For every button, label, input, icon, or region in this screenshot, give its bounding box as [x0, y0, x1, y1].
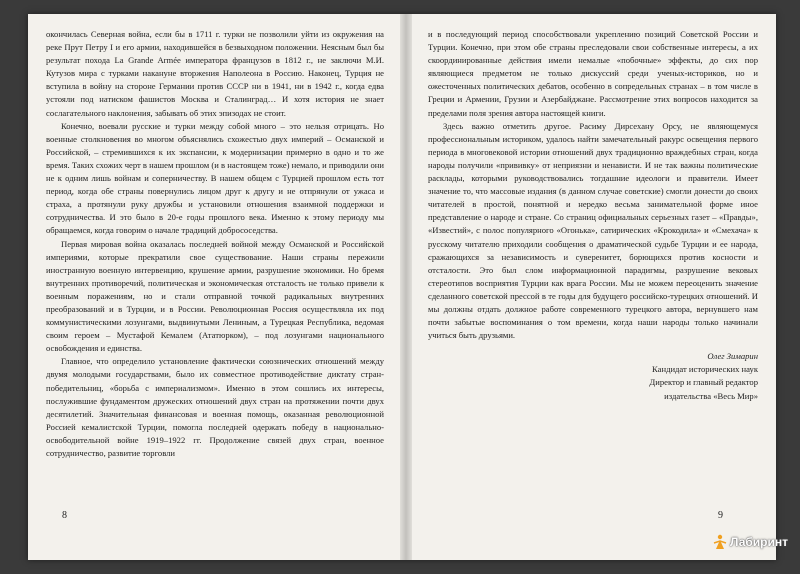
signature-name: Олег Зимарин	[707, 351, 758, 362]
labirint-figure-icon	[712, 534, 728, 550]
signature-line-3: издательства «Весь Мир»	[664, 390, 758, 401]
left-paragraph-2: Конечно, воевали русские и турки между собой много – это нельзя отрицать. Но военные столкновения во многом объяснялись схожестью двух империй – Османской и Российской, – стремившихся к их экспансии, к модернизации примерно в одно и то же время. Таких схожих черт в нашем прошлом (и в настоящем тоже) немало, и приводили они не к одним лишь войнам и соперничеству. В нашем общем с Турцией прошлом есть тот период, когда обе страны повернулись лицом друг к другу и не отпрянули от ужаса и страха, а протянули руку дружбы и установили отношения взаимной поддержки и сотрудничества. И это было в 20-е годы прошлого века. Именно к этому периоду мы обращаемся, когда говорим о начале традиций добрососедства.	[46, 120, 384, 236]
book-spread	[28, 14, 789, 560]
right-paragraph-2: Здесь важно отметить другое. Расиму Дирсехану Орсу, не являющемуся профессиональным историком, удалось найти замечательный ракурс освещения первого периода в многовековой истории отношений двух традиционно враждебных стран, когда народы получили «прививку» от неприязни и ненависти. И не так важны политические расклады, которыми руководствовались тогдашние идеологи и правители. Имеет значение то, что массовые издания (в данном случае советские) смогли донести до своих читателей в простой, понятной и нередко весьма занимательной форме иное представление о народе и стране. Со страниц официальных серьезных газет – «Правды», «Известий», с полос популярного «Огонька», сатирических «Крокодила» и «Смехача» к русскому читателю приходили сообщения о драматической судьбе Турции и ее народа, сражающихся за независимость и суверенитет, борющихся против косности и отсталости. Это был слом информационной парадигмы, разрушение вековых стереотипов восприятия Турции как врага России. Мы не можем переоценить значение сделанного советской прессой в те годы для будущего российско-турецких отношений. И мы должны отдать должное работе современного турецкого автора, вернувшего нам почти забытые воспоминания о том времени, когда наши народы только начинали учиться быть друзьями.	[428, 120, 758, 341]
left-paragraph-3: Первая мировая война оказалась последней войной между Османской и Российской империями, которые прекратили свое существование. Наши страны пережили иностранную военную интервенцию, крушение армии, разрушение экономики. Но бремя внутренних противоречий, политическая и экономическая отсталость не только привели к военным поражениям, но и стали отправной точкой радикальных внутренних преобразований и в Турции, и в России. Революционная Россия осуществляла их под коммунистическими лозунгами, выдвинутыми Лениным, а Турецкая Республика, ведомая своим героем – Мустафой Кемалем (Ататюрком), – под лозунгами национального освобождения и единства.	[46, 238, 384, 354]
labirint-watermark	[712, 534, 788, 550]
page-number-right: 9	[718, 510, 723, 521]
right-paragraph-1: и в последующий период способствовали укреплению позиций Советской России и Турции. Конечно, при этом обе страны преследовали свои собственные интересы, а их скоординированные действия имели немалые «побочные» эффекты, до сих пор являющиеся предметом не только дискуссий среди ученых-историков, но и ожесточенных политических дебатов, особенно в сопредельных странах – в том числе в Греции и Армении, Грузии и Азербайджане. Рассмотрение этих вопросов находится за пределами поля зрения автора настоящей книги.	[428, 29, 758, 118]
labirint-watermark-text: Лабиринт	[730, 535, 789, 549]
right-page	[428, 28, 758, 403]
signature-line-1: Кандидат исторических наук	[652, 364, 758, 375]
left-paragraph-4: Главное, что определило установление фактически союзнических отношений между двумя молодыми государствами, было их совместное противодействие диктату стран-победительниц, «борьба с империализмом». Именно в этом сошлись их интересы, послужившие фундаментом дружеских отношений двух стран на протяжении почти двух десятилетий. Значительная финансовая и военная помощь, оказанная революционной Россией кемалистской Турции, помогла последней одержать победу в национально-освободительной войне 1919–1922 гг. Продолжение связей двух стран, военное сотрудничество, развитие торговли	[46, 356, 384, 458]
left-paragraph-1: окончилась Северная война, если бы в 1711 г. турки не позволили уйти из окружения на реке Прут Петру I и его армии, находившейся в безвыходном положении. Неясным был бы результат похода La Grande Armée императора французов в 1812 г., не заключи М.И. Кутузов мира с турками накануне вторжения Наполеона в Россию. Наконец, Турция не вступила в войну на стороне Германии против СССР ни в 1941, ни в 1942 г., когда едва устояли под натиском фашистов Москва и Сталинград… И хотя история не знает сослагательного наклонения, забывать об этих эпизодах не стоит.	[46, 29, 384, 118]
book-gutter	[400, 14, 412, 560]
signature-block	[428, 350, 758, 402]
left-page	[46, 28, 384, 460]
signature-line-2: Директор и главный редактор	[649, 377, 758, 388]
page-number-left: 8	[62, 510, 67, 521]
